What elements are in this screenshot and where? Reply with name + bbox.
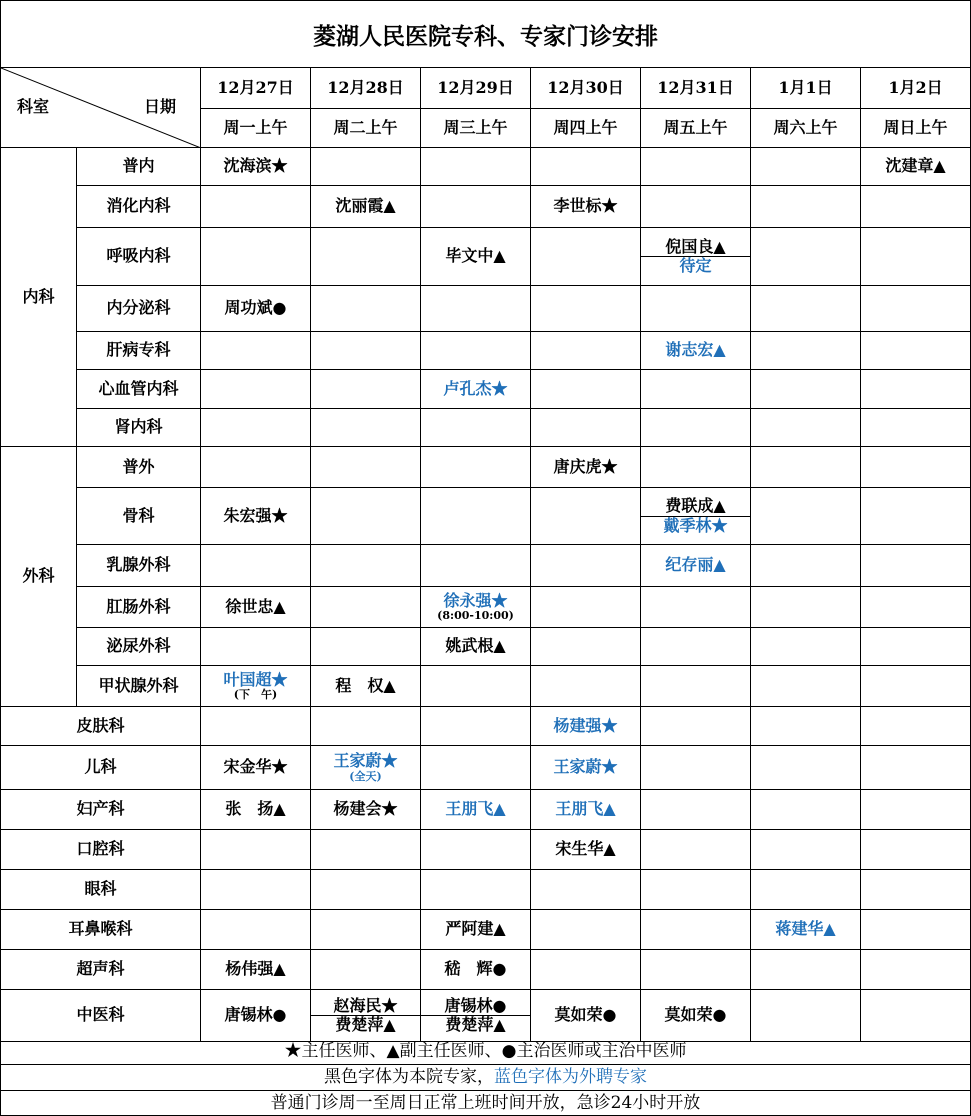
schedule-entry: 倪国良▲ [641, 238, 750, 257]
schedule-cell: 李世标★ [531, 186, 641, 228]
schedule-cell [311, 910, 421, 950]
schedule-cell [861, 228, 971, 286]
schedule-cell: 王朋飞▲ [421, 790, 531, 830]
schedule-cell [751, 746, 861, 790]
schedule-cell [311, 148, 421, 186]
schedule-cell [861, 910, 971, 950]
schedule-cell [421, 707, 531, 746]
schedule-cell [531, 286, 641, 332]
schedule-cell [311, 587, 421, 628]
schedule-cell-split [311, 990, 421, 1042]
schedule-cell: 姚武根▲ [421, 628, 531, 666]
page-title: 菱湖人民医院专科、专家门诊安排 [0, 0, 971, 68]
schedule-cell [861, 830, 971, 870]
dept-label: 儿科 [1, 746, 201, 790]
schedule-cell: 周功斌● [201, 286, 311, 332]
schedule-cell [311, 488, 421, 545]
schedule-cell [201, 830, 311, 870]
date-header: 12月27日 [201, 68, 311, 109]
schedule-cell [861, 666, 971, 707]
schedule-cell [201, 409, 311, 447]
dept-header-label: 科室 [17, 97, 50, 116]
schedule-cell-split [421, 990, 531, 1042]
schedule-cell [201, 228, 311, 286]
schedule-cell [531, 228, 641, 286]
date-header-label: 日期 [144, 97, 177, 116]
schedule-cell [751, 545, 861, 587]
schedule-cell [201, 545, 311, 587]
schedule-cell [201, 186, 311, 228]
schedule-cell [861, 746, 971, 790]
schedule-cell [861, 587, 971, 628]
schedule-cell [751, 628, 861, 666]
legend-hours: 普通门诊周一至周日正常上班时间开放，急诊24小时开放 [0, 1091, 971, 1116]
dept-label: 皮肤科 [1, 707, 201, 746]
schedule-cell [201, 370, 311, 409]
schedule-cell [531, 545, 641, 587]
schedule-cell [201, 870, 311, 910]
schedule-cell [751, 148, 861, 186]
schedule-cell [641, 746, 751, 790]
schedule-cell [861, 707, 971, 746]
date-header: 12月28日 [311, 68, 421, 109]
dept-label: 消化内科 [77, 186, 201, 228]
schedule-note: (8:00-10:00) [437, 609, 514, 623]
schedule-cell [641, 950, 751, 990]
schedule-cell [861, 409, 971, 447]
date-header: 12月30日 [531, 68, 641, 109]
schedule-cell: 王朋飞▲ [531, 790, 641, 830]
schedule-cell: 嵇 辉● [421, 950, 531, 990]
schedule-cell [751, 950, 861, 990]
schedule-cell [641, 148, 751, 186]
schedule-cell: 沈海滨★ [201, 148, 311, 186]
schedule-cell: 宋生华▲ [531, 830, 641, 870]
dept-label: 眼科 [1, 870, 201, 910]
legend-color [0, 1065, 971, 1091]
schedule-cell [311, 628, 421, 666]
dept-label: 普内 [77, 148, 201, 186]
schedule-cell [531, 666, 641, 707]
schedule-cell: 唐锡林● [201, 990, 311, 1042]
schedule-cell: 徐世忠▲ [201, 587, 311, 628]
schedule-cell [751, 990, 861, 1042]
day-header: 周六上午 [751, 109, 861, 148]
schedule-cell [311, 830, 421, 870]
corner-header [1, 68, 201, 148]
schedule-cell [751, 790, 861, 830]
date-header: 1月2日 [861, 68, 971, 109]
schedule-cell: 杨建会★ [311, 790, 421, 830]
schedule-cell: 纪存丽▲ [641, 545, 751, 587]
schedule-cell [311, 870, 421, 910]
schedule-cell [861, 370, 971, 409]
schedule-cell [421, 746, 531, 790]
schedule-entry: 唐锡林● [421, 997, 530, 1016]
schedule-cell [531, 587, 641, 628]
dept-label: 中医科 [1, 990, 201, 1042]
schedule-cell [751, 228, 861, 286]
schedule-cell [861, 870, 971, 910]
dept-label: 甲状腺外科 [77, 666, 201, 707]
schedule-cell [201, 332, 311, 370]
schedule-cell [641, 628, 751, 666]
schedule-cell [861, 950, 971, 990]
schedule-cell [201, 447, 311, 488]
schedule-cell [421, 148, 531, 186]
legend-blue-text: 蓝色字体为外聘专家 [494, 1067, 647, 1087]
day-header: 周五上午 [641, 109, 751, 148]
schedule-cell: 杨建强★ [531, 707, 641, 746]
schedule-cell [751, 186, 861, 228]
schedule-cell [531, 488, 641, 545]
schedule-cell: 宋金华★ [201, 746, 311, 790]
schedule-cell [311, 447, 421, 488]
schedule-cell [311, 286, 421, 332]
schedule-cell: 张 扬▲ [201, 790, 311, 830]
schedule-cell: 卢孔杰★ [421, 370, 531, 409]
schedule-cell-split [641, 228, 751, 286]
schedule-cell [311, 545, 421, 587]
schedule-cell: 朱宏强★ [201, 488, 311, 545]
schedule-entry: 叶国超★ [223, 669, 288, 689]
schedule-cell [751, 587, 861, 628]
schedule-table [0, 67, 971, 1042]
schedule-cell: 谢志宏▲ [641, 332, 751, 370]
schedule-cell [861, 286, 971, 332]
dept-label: 泌尿外科 [77, 628, 201, 666]
schedule-cell: 沈建章▲ [861, 148, 971, 186]
schedule-cell [421, 447, 531, 488]
schedule-entry: 费楚萍▲ [445, 1015, 506, 1034]
date-header: 12月31日 [641, 68, 751, 109]
group-label-neike: 内科 [1, 148, 77, 447]
schedule-entry: 赵海民★ [311, 997, 420, 1016]
day-header: 周一上午 [201, 109, 311, 148]
schedule-cell [751, 409, 861, 447]
dept-label: 妇产科 [1, 790, 201, 830]
schedule-cell [201, 910, 311, 950]
schedule-note: (下 午) [233, 688, 278, 702]
schedule-cell [531, 950, 641, 990]
schedule-entry: 费联成▲ [641, 497, 750, 516]
dept-label: 普外 [77, 447, 201, 488]
schedule-cell [751, 286, 861, 332]
schedule-cell [311, 746, 421, 790]
schedule-cell [861, 628, 971, 666]
schedule-cell [641, 587, 751, 628]
legend-black-text: 黑色字体为本院专家， [324, 1067, 494, 1087]
day-header: 周三上午 [421, 109, 531, 148]
group-label-waike: 外科 [1, 447, 77, 707]
schedule-cell [531, 910, 641, 950]
schedule-cell: 沈丽霞▲ [311, 186, 421, 228]
schedule-cell [641, 370, 751, 409]
schedule-cell [641, 286, 751, 332]
schedule-cell [421, 830, 531, 870]
schedule-cell [531, 409, 641, 447]
day-header: 周四上午 [531, 109, 641, 148]
schedule-cell [531, 870, 641, 910]
schedule-cell [201, 628, 311, 666]
schedule-cell [531, 332, 641, 370]
dept-label: 乳腺外科 [77, 545, 201, 587]
schedule-cell [861, 186, 971, 228]
schedule-cell [421, 870, 531, 910]
schedule-cell [421, 186, 531, 228]
schedule-cell [641, 707, 751, 746]
schedule-cell [641, 186, 751, 228]
schedule-cell: 唐庆虎★ [531, 447, 641, 488]
date-header: 1月1日 [751, 68, 861, 109]
date-header: 12月29日 [421, 68, 531, 109]
schedule-cell: 程 权▲ [311, 666, 421, 707]
schedule-cell [751, 488, 861, 545]
schedule-cell [311, 370, 421, 409]
schedule-cell [421, 545, 531, 587]
schedule-entry: 徐永强★ [443, 590, 508, 610]
schedule-entry: 王家蔚★ [333, 751, 398, 771]
schedule-cell [751, 447, 861, 488]
schedule-cell [751, 666, 861, 707]
schedule-cell: 杨伟强▲ [201, 950, 311, 990]
schedule-cell [751, 370, 861, 409]
schedule-entry: 费楚萍▲ [335, 1015, 396, 1034]
schedule-cell [531, 148, 641, 186]
schedule-cell [641, 447, 751, 488]
schedule-cell: 严阿建▲ [421, 910, 531, 950]
schedule-entry: 戴季林★ [663, 515, 728, 535]
schedule-cell [311, 409, 421, 447]
schedule-cell [531, 628, 641, 666]
dept-label: 超声科 [1, 950, 201, 990]
day-header: 周日上午 [861, 109, 971, 148]
dept-label: 肾内科 [77, 409, 201, 447]
schedule-cell: 莫如荣● [641, 990, 751, 1042]
schedule-cell [641, 409, 751, 447]
schedule-cell [861, 332, 971, 370]
schedule-cell [641, 830, 751, 870]
legend-rank: ★主任医师、▲副主任医师、●主治医师或主治中医师 [0, 1039, 971, 1065]
dept-label: 内分泌科 [77, 286, 201, 332]
schedule-cell-split [641, 488, 751, 545]
schedule-cell [531, 370, 641, 409]
schedule-cell: 莫如荣● [531, 990, 641, 1042]
schedule-cell [311, 332, 421, 370]
schedule-cell [641, 870, 751, 910]
schedule-cell [861, 545, 971, 587]
schedule-cell [861, 488, 971, 545]
schedule-cell [861, 990, 971, 1042]
schedule-cell: 王家蔚★ [531, 746, 641, 790]
schedule-cell [201, 707, 311, 746]
dept-label: 肛肠外科 [77, 587, 201, 628]
schedule-cell [201, 666, 311, 707]
schedule-cell [421, 332, 531, 370]
dept-label: 肝病专科 [77, 332, 201, 370]
schedule-cell [751, 332, 861, 370]
schedule-entry: 待定 [679, 256, 712, 275]
schedule-cell [641, 910, 751, 950]
dept-label: 心血管内科 [77, 370, 201, 409]
schedule-note: (全天) [349, 769, 382, 783]
schedule-cell [421, 666, 531, 707]
schedule-cell [751, 707, 861, 746]
dept-label: 耳鼻喉科 [1, 910, 201, 950]
schedule-cell: 毕文中▲ [421, 228, 531, 286]
schedule-cell [861, 447, 971, 488]
schedule-cell [311, 950, 421, 990]
schedule-cell [641, 666, 751, 707]
schedule-cell [311, 707, 421, 746]
schedule-cell [751, 870, 861, 910]
schedule-cell [311, 228, 421, 286]
schedule-cell [421, 286, 531, 332]
schedule-cell: 蒋建华▲ [751, 910, 861, 950]
dept-label: 口腔科 [1, 830, 201, 870]
schedule-cell [861, 790, 971, 830]
schedule-cell [421, 587, 531, 628]
schedule-cell [751, 830, 861, 870]
dept-label: 呼吸内科 [77, 228, 201, 286]
day-header: 周二上午 [311, 109, 421, 148]
dept-label: 骨科 [77, 488, 201, 545]
schedule-cell [421, 488, 531, 545]
schedule-cell [421, 409, 531, 447]
schedule-cell [641, 790, 751, 830]
